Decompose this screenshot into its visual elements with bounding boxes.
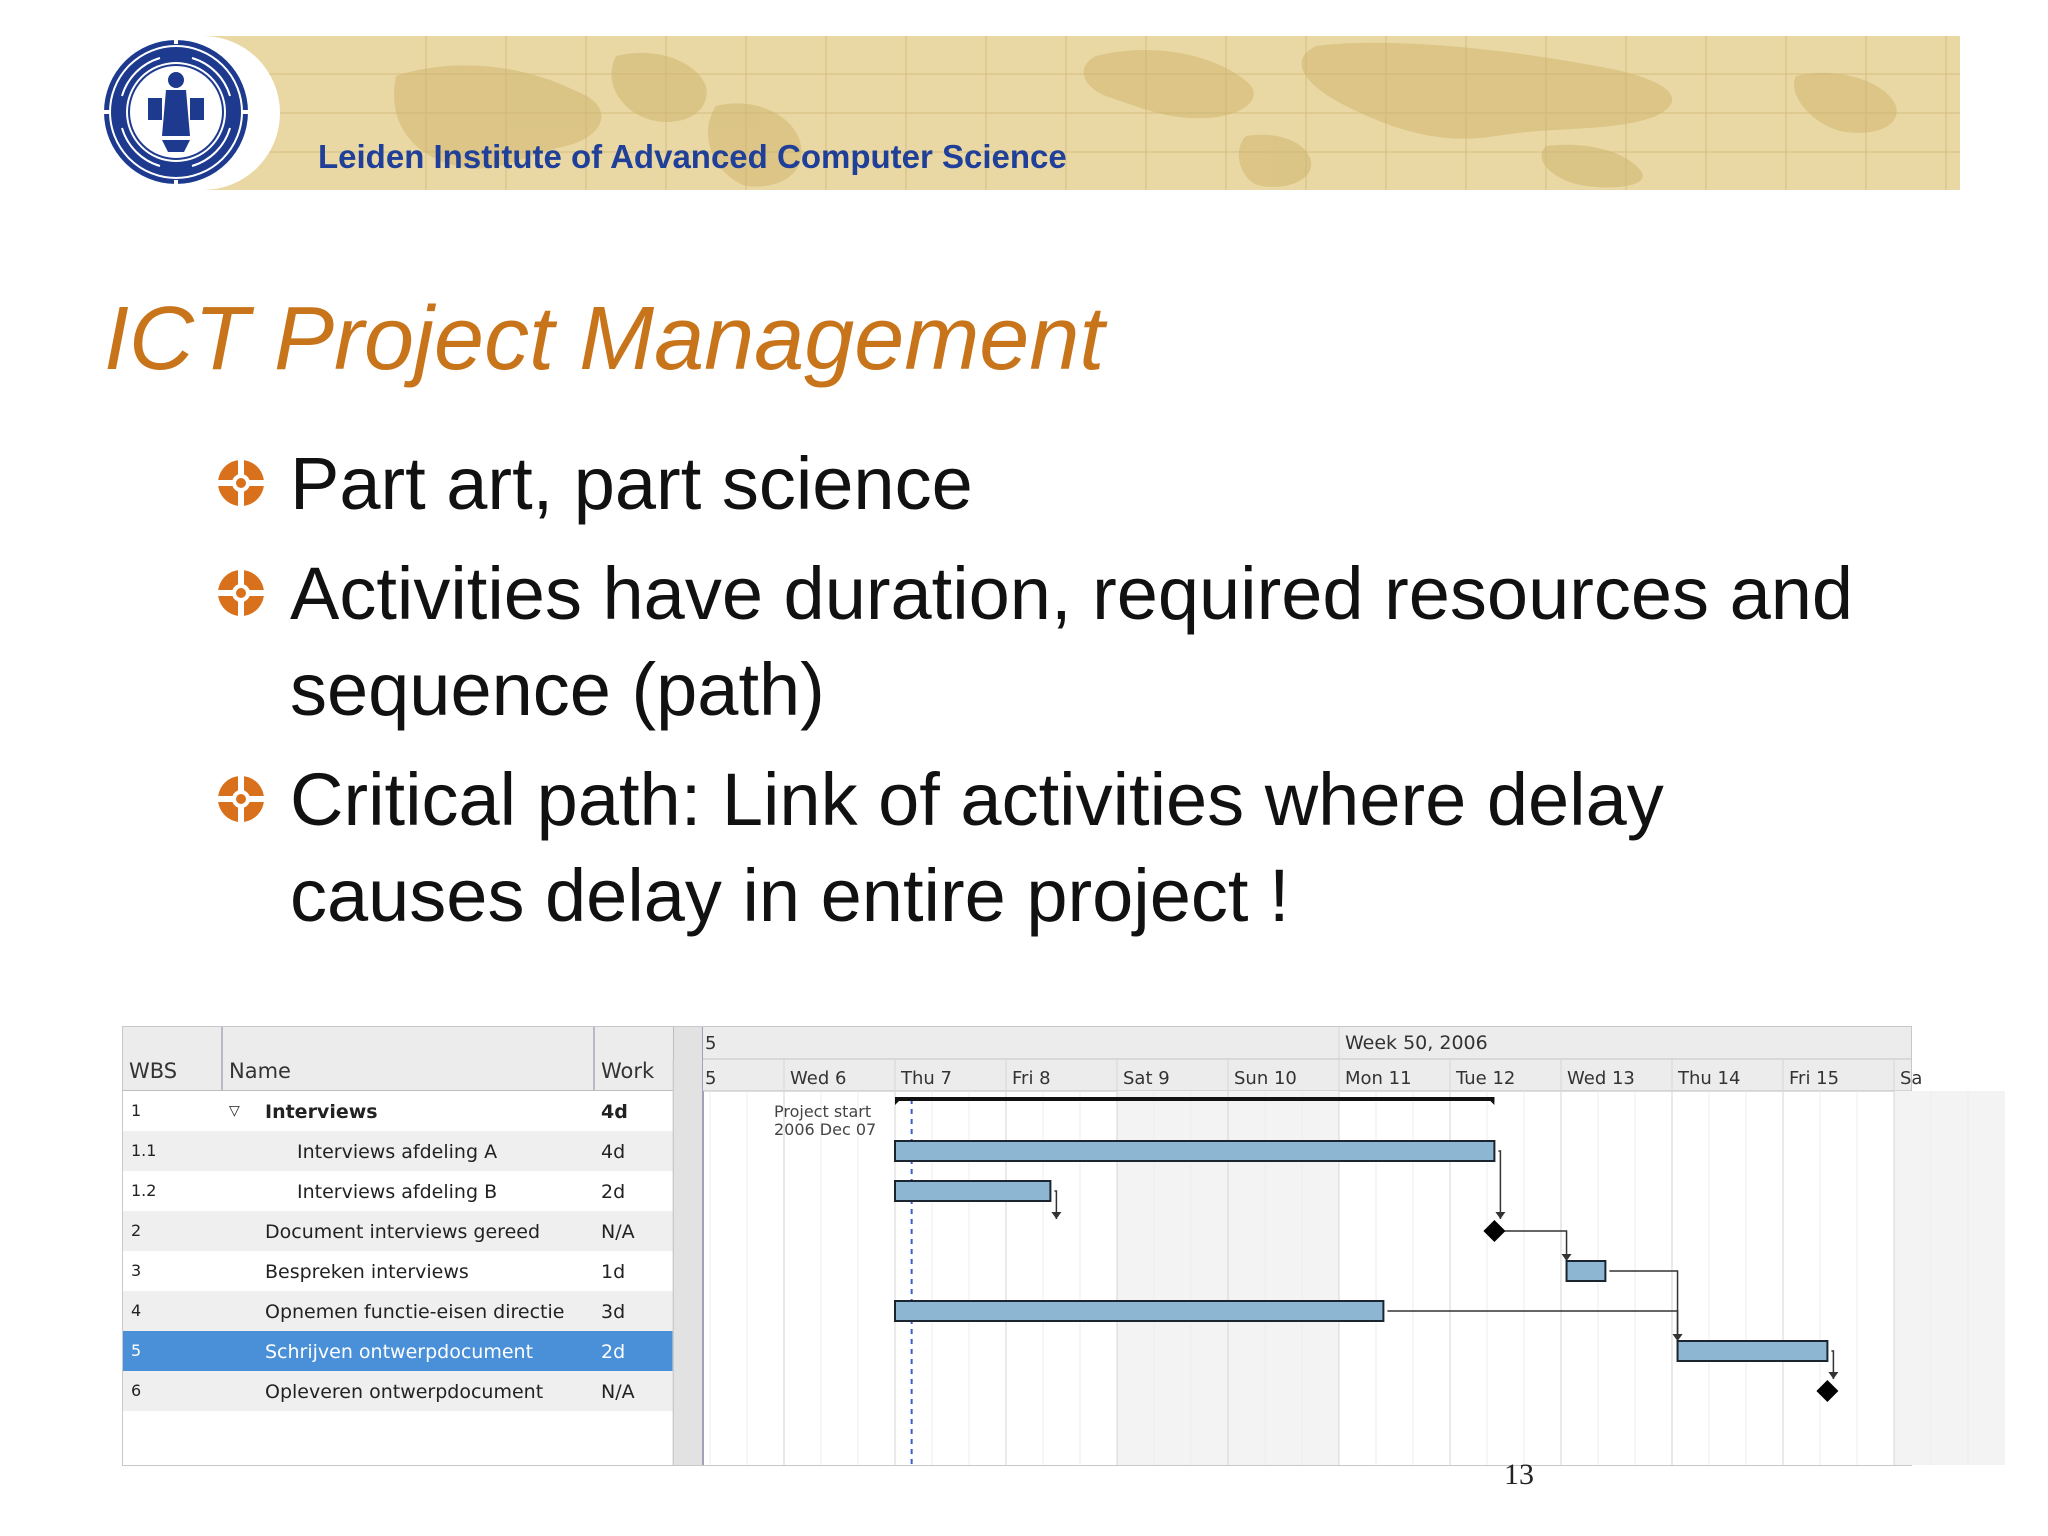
task-bar	[1567, 1261, 1606, 1281]
gantt-chart	[703, 1027, 1923, 1465]
dependency-link	[1387, 1311, 1677, 1341]
dependency-arrowhead	[1495, 1212, 1505, 1219]
cell-work: 2d	[601, 1181, 626, 1203]
cell-wbs: 1	[131, 1101, 142, 1120]
dependency-link	[1498, 1231, 1566, 1261]
day-label: Wed 13	[1567, 1068, 1635, 1089]
bullet-icon	[216, 458, 266, 508]
bullet-icon	[216, 568, 266, 618]
cell-work: 1d	[601, 1261, 626, 1283]
cell-wbs: 3	[131, 1261, 142, 1280]
dependency-arrowhead	[1673, 1334, 1683, 1341]
cell-wbs: 4	[131, 1301, 142, 1320]
day-label: 5	[705, 1068, 717, 1089]
day-label: Sun 10	[1234, 1068, 1297, 1089]
cell-wbs: 2	[131, 1221, 142, 1240]
dependency-arrowhead	[1562, 1254, 1572, 1261]
task-bar	[895, 1181, 1050, 1201]
task-bar	[895, 1141, 1494, 1161]
bullet-list	[212, 436, 1912, 958]
bullet-text: Part art, part science	[290, 442, 973, 525]
pane-splitter[interactable]	[673, 1027, 704, 1465]
cell-work: N/A	[601, 1221, 635, 1243]
cell-wbs: 1.1	[131, 1141, 157, 1160]
column-header-work[interactable]: Work	[595, 1027, 673, 1091]
dependency-arrowhead	[1828, 1372, 1838, 1379]
bullet-item	[212, 546, 1912, 738]
cell-wbs: 1.2	[131, 1181, 157, 1200]
table-row[interactable]	[123, 1251, 673, 1291]
cell-work: 3d	[601, 1301, 626, 1323]
day-label: Sa	[1900, 1068, 1923, 1089]
cell-work: N/A	[601, 1381, 635, 1403]
cell-work: 4d	[601, 1141, 626, 1163]
cell-wbs: 5	[131, 1341, 142, 1360]
task-bar	[895, 1301, 1383, 1321]
gantt-screenshot	[122, 1026, 1923, 1466]
page-number: 13	[1504, 1458, 1534, 1491]
day-label: Wed 6	[790, 1068, 847, 1089]
day-label: Tue 12	[1456, 1068, 1516, 1089]
dependency-link	[1498, 1151, 1500, 1219]
week-label-prev: 5	[705, 1033, 717, 1054]
column-header-name[interactable]: Name	[223, 1027, 595, 1091]
table-row[interactable]	[123, 1371, 673, 1411]
institute-name: Leiden Institute of Advanced Computer Science	[318, 138, 1067, 175]
expand-triangle-icon[interactable]: ▽	[229, 1103, 240, 1119]
task-bar	[1678, 1341, 1828, 1361]
day-label: Thu 14	[1678, 1068, 1741, 1089]
weekend-shading	[1894, 1091, 2005, 1465]
task-table	[123, 1027, 673, 1465]
day-label: Sat 9	[1123, 1068, 1170, 1089]
bullet-item	[212, 752, 1912, 944]
cell-work: 4d	[601, 1101, 628, 1123]
table-row[interactable]	[123, 1211, 673, 1251]
cell-work: 2d	[601, 1341, 626, 1363]
leiden-university-seal-logo	[100, 36, 252, 188]
dependency-link	[1609, 1271, 1677, 1341]
table-row[interactable]	[123, 1091, 673, 1131]
project-start-date: 2006 Dec 07	[774, 1120, 877, 1139]
day-label: Mon 11	[1345, 1068, 1412, 1089]
table-row[interactable]	[123, 1291, 673, 1331]
bullet-item	[212, 436, 1912, 532]
day-label: Thu 7	[901, 1068, 952, 1089]
summary-bar	[895, 1097, 1494, 1101]
dependency-arrowhead	[1051, 1212, 1061, 1219]
cell-wbs: 6	[131, 1381, 142, 1400]
column-header-wbs[interactable]: WBS	[123, 1027, 223, 1091]
cell-name: Interviews afdeling B	[297, 1181, 498, 1203]
bullet-text: Activities have duration, required resources and sequence (path)	[290, 552, 1854, 731]
cell-name: Interviews afdeling A	[297, 1141, 498, 1163]
day-label: Fri 15	[1789, 1068, 1840, 1089]
cell-name: Schrijven ontwerpdocument	[265, 1341, 534, 1363]
cell-name: Opleveren ontwerpdocument	[265, 1381, 544, 1403]
bullet-icon	[216, 774, 266, 824]
cell-name: Opnemen functie-eisen directie	[265, 1301, 565, 1323]
table-row[interactable]	[123, 1171, 673, 1211]
week-label: Week 50, 2006	[1345, 1032, 1488, 1054]
cell-name: Interviews	[265, 1101, 378, 1123]
slide-title: ICT Project Management	[104, 289, 1105, 389]
project-start-label: Project start	[774, 1102, 872, 1121]
table-row[interactable]	[123, 1131, 673, 1171]
cell-name: Bespreken interviews	[265, 1261, 469, 1283]
table-row[interactable]	[123, 1331, 673, 1371]
day-label: Fri 8	[1012, 1068, 1051, 1089]
cell-name: Document interviews gereed	[265, 1221, 541, 1243]
bullet-text: Critical path: Link of activities where delay causes delay in entire project !	[290, 758, 1664, 937]
